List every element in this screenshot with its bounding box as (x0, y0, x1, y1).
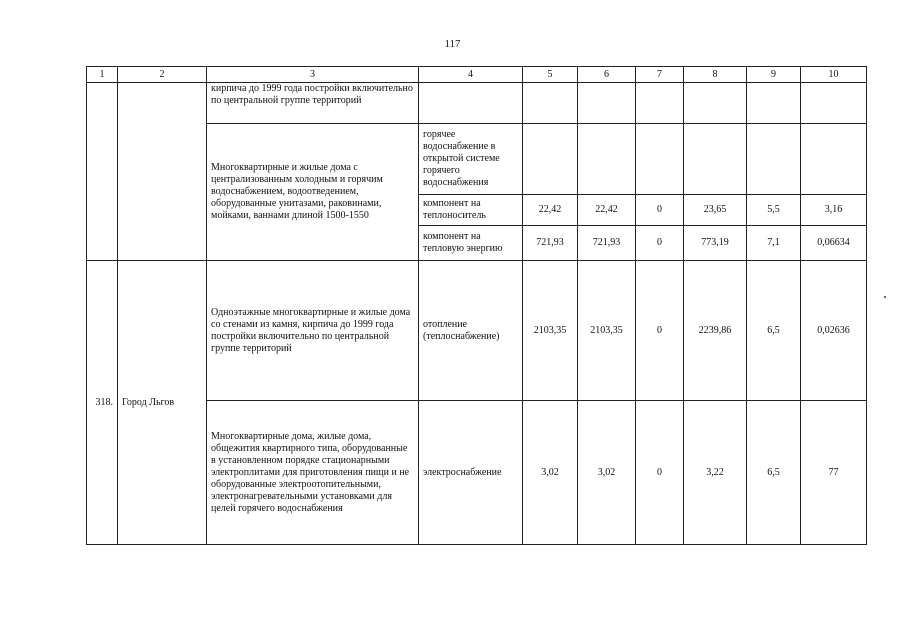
value-cell (523, 83, 578, 124)
value-cell: 0 (636, 401, 684, 545)
table-row (87, 83, 867, 124)
service-cell: компонент на тепловую энергию (419, 226, 523, 261)
value-cell: 23,65 (684, 195, 747, 226)
header-cell: 2 (118, 67, 207, 83)
value-cell (747, 83, 801, 124)
value-cell: 2239,86 (684, 261, 747, 401)
value-cell: 721,93 (578, 226, 636, 261)
value-cell: 7,1 (747, 226, 801, 261)
header-cell: 10 (801, 67, 867, 83)
housing-description: кирпича до 1999 года постройки включительно по центральной группе территорий (207, 83, 419, 124)
value-cell: 22,42 (523, 195, 578, 226)
value-cell: 2103,35 (523, 261, 578, 401)
header-cell: 9 (747, 67, 801, 83)
header-row (87, 67, 867, 83)
value-cell: 0,06634 (801, 226, 867, 261)
value-cell (684, 83, 747, 124)
value-cell: 3,02 (578, 401, 636, 545)
value-cell (636, 83, 684, 124)
value-cell (578, 124, 636, 195)
row-number-cell (87, 83, 118, 261)
header-cell: 8 (684, 67, 747, 83)
value-cell: 3,02 (523, 401, 578, 545)
value-cell: 0 (636, 226, 684, 261)
value-cell (636, 124, 684, 195)
header-cell: 7 (636, 67, 684, 83)
municipality-cell: Город Льгов (118, 261, 207, 545)
service-cell: электроснабжение (419, 401, 523, 545)
header-cell: 5 (523, 67, 578, 83)
row-number-cell: 318. (87, 261, 118, 545)
table-row (87, 261, 867, 401)
value-cell (578, 83, 636, 124)
value-cell (801, 83, 867, 124)
value-cell: 5,5 (747, 195, 801, 226)
value-cell: 2103,35 (578, 261, 636, 401)
scan-speck (884, 296, 886, 298)
value-cell (801, 124, 867, 195)
header-cell: 4 (419, 67, 523, 83)
service-cell: компонент на теплоноситель (419, 195, 523, 226)
tariff-table (86, 66, 867, 545)
page-number: 117 (444, 38, 461, 50)
value-cell: 0 (636, 261, 684, 401)
value-cell: 0,02636 (801, 261, 867, 401)
value-cell (684, 124, 747, 195)
value-cell: 3,22 (684, 401, 747, 545)
value-cell: 6,5 (747, 261, 801, 401)
value-cell (523, 124, 578, 195)
value-cell: 773,19 (684, 226, 747, 261)
header-cell: 6 (578, 67, 636, 83)
value-cell: 22,42 (578, 195, 636, 226)
header-cell: 1 (87, 67, 118, 83)
municipality-cell (118, 83, 207, 261)
value-cell (747, 124, 801, 195)
housing-description: Многоквартирные дома, жилые дома, общежития квартирного типа, оборудованные в установленном порядке стационарными электроплитами для приготовления пищи и не оборудованные электроотопительными, электронагревательными установками для целей горячего водоснабжения (207, 401, 419, 545)
service-cell: отопление (теплоснабжение) (419, 261, 523, 401)
header-cell: 3 (207, 67, 419, 83)
value-cell: 77 (801, 401, 867, 545)
value-cell: 3,16 (801, 195, 867, 226)
value-cell: 6,5 (747, 401, 801, 545)
value-cell: 721,93 (523, 226, 578, 261)
housing-description: Одноэтажные многоквартирные и жилые дома со стенами из камня, кирпича до 1999 года постройки включительно по центральной группе территорий (207, 261, 419, 401)
value-cell: 0 (636, 195, 684, 226)
service-cell: горячее водоснабжение в открытой системе горячего водоснабжения (419, 124, 523, 195)
service-cell (419, 83, 523, 124)
housing-description: Многоквартирные и жилые дома с централизованным холодным и горячим водоснабжением, водоотведением, оборудованные унитазами, раковинами, мойками, ваннами длиной 1500-1550 (207, 124, 419, 261)
